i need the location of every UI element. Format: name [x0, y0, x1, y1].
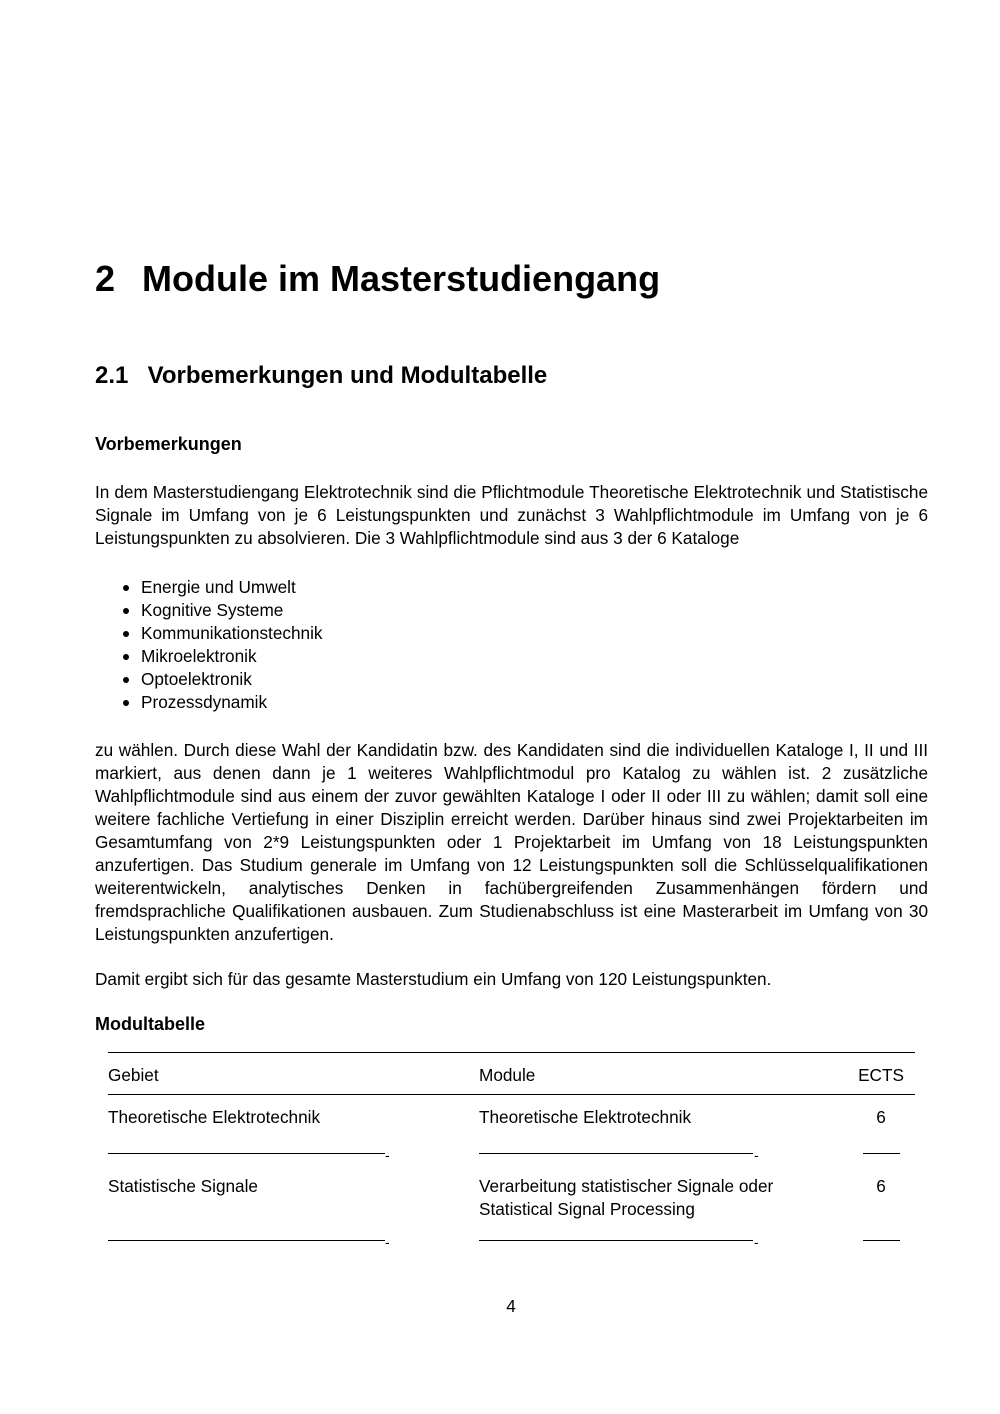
separator-line	[108, 1240, 385, 1241]
catalog-list	[95, 576, 323, 714]
chapter-title: Module im Masterstudiengang	[142, 258, 661, 299]
table-header-rule	[108, 1094, 915, 1095]
list-item-label: Prozessdynamik	[141, 692, 268, 712]
list-item	[95, 691, 323, 714]
row-module: Verarbeitung statistischer Signale oder	[479, 1176, 774, 1196]
bullet-icon	[123, 608, 129, 614]
bullet-icon	[123, 677, 129, 683]
separator-tick: -	[385, 1147, 390, 1163]
chapter-number: 2	[95, 258, 116, 299]
section-heading	[95, 362, 547, 390]
row-module: Theoretische Elektrotechnik	[479, 1107, 692, 1127]
separator-line	[479, 1240, 753, 1241]
modultabelle-heading: Modultabelle	[95, 1014, 206, 1034]
bullet-icon	[123, 631, 129, 637]
list-item-label: Kommunikationstechnik	[141, 623, 323, 643]
list-item-label: Energie und Umwelt	[141, 577, 296, 597]
list-item	[95, 645, 323, 668]
list-item	[95, 668, 323, 691]
section-title: Vorbemerkungen und Modultabelle	[147, 362, 548, 389]
separator-tick: -	[754, 1234, 759, 1250]
list-item-label: Mikroelektronik	[141, 646, 257, 666]
row-gebiet: Statistische Signale	[108, 1176, 258, 1196]
separator-line	[108, 1153, 385, 1154]
column-header-ects: ECTS	[858, 1065, 904, 1085]
separator-line	[479, 1153, 753, 1154]
list-item	[95, 576, 323, 599]
row-module-continued: Statistical Signal Processing	[479, 1199, 695, 1219]
separator-tick: -	[754, 1147, 759, 1163]
separator-line	[863, 1153, 900, 1154]
list-item-label: Optoelektronik	[141, 669, 252, 689]
page-number: 4	[506, 1296, 516, 1316]
row-ects: 6	[876, 1107, 886, 1127]
selection-paragraph: zu wählen. Durch diese Wahl der Kandidatin bzw. des Kandidaten sind die individuellen Kataloge I, II und III markiert, aus denen dann je 1 weiteres Wahlpflichtmodul pro Katalog zu wählen ist. 2 zusätzliche Wahlpflichtmodule sind aus einem der zuvor gewählten Kataloge I oder II oder III zu wählen; damit soll eine weitere fachliche Vertiefung in einer Disziplin erreicht werden. Darüber hinaus sind zwei Projektarbeiten im Gesamtumfang von 2*9 Leistungspunkten oder 1 Projektarbeit im Umfang von 18 Leistungspunkten anzufertigen. Das Studium generale im Umfang von 12 Leistungspunkten soll die Schlüsselqualifikationen weiterentwickeln, analytisches Denken in fachübergreifenden Zusammenhängen fördern und fremdsprachliche Qualifikationen ausbauen. Zum Studienabschluss ist eine Masterarbeit im Umfang von 30 Leistungspunkten anzufertigen.	[95, 740, 928, 944]
chapter-heading	[95, 258, 660, 300]
column-header-module: Module	[479, 1065, 536, 1085]
summary-paragraph: Damit ergibt sich für das gesamte Masterstudium ein Umfang von 120 Leistungspunkten.	[95, 969, 772, 989]
bullet-icon	[123, 700, 129, 706]
list-item	[95, 622, 323, 645]
vorbemerkungen-heading: Vorbemerkungen	[95, 434, 242, 454]
table-top-rule	[108, 1052, 915, 1053]
separator-line	[863, 1240, 900, 1241]
bullet-icon	[123, 654, 129, 660]
list-item	[95, 599, 323, 622]
section-number: 2.1	[95, 362, 129, 389]
separator-tick: -	[385, 1234, 390, 1250]
list-item-label: Kognitive Systeme	[141, 600, 284, 620]
row-ects: 6	[876, 1176, 886, 1196]
intro-paragraph: In dem Masterstudiengang Elektrotechnik sind die Pflichtmodule Theoretische Elektrotechnik und Statistische Signale im Umfang von je 6 Leistungspunkten und zunächst 3 Wahlpflichtmodule im Umfang von je 6 Leistungspunkten zu absolvieren. Die 3 Wahlpflichtmodule sind aus 3 der 6 Kataloge	[95, 482, 928, 548]
column-header-gebiet: Gebiet	[108, 1065, 159, 1085]
bullet-icon	[123, 585, 129, 591]
row-gebiet: Theoretische Elektrotechnik	[108, 1107, 321, 1127]
